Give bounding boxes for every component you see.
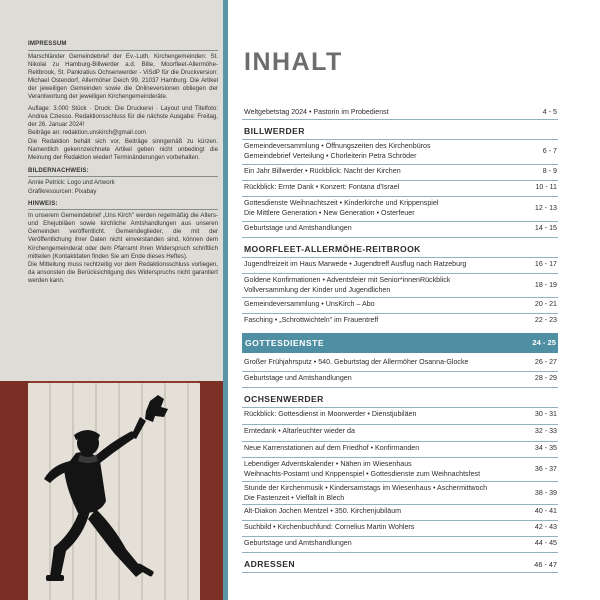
toc-row-pages: 20 - 21 [534, 300, 557, 308]
toc-row-text: Jugendfreizeit im Haus Marwede • Jugendtreff Ausflug nach Ratzeburg [244, 260, 467, 268]
hint-paragraph-2: Die Mitteilung muss rechtzeitig vor dem Redaktionsschluss vorliegen, da ansonsten die Berücksichtigung des Widerspruchs nicht garantiert werden kann. [28, 260, 218, 284]
toc-row-text: Geburtstage und Amtshandlungen [244, 224, 352, 232]
toc-row-text: Geburtstage und Amtshandlungen [244, 374, 352, 382]
toc-row[interactable] [242, 372, 558, 388]
section-heading-adressen[interactable] [242, 553, 558, 573]
toc-row[interactable] [242, 197, 558, 222]
toc-row-pages: 8 - 9 [542, 167, 557, 175]
hint-paragraph-1: In unserem Gemeindebrief „Uns Kirch" werden regelmäßig die Alters- und Ehejubiläen sowie kirchliche Amtshandlungen aus unseren Gemeinden veröffentlicht. Gemeindeglieder, die mit der Veröffentlichung ihrer Daten nicht einverstanden sind, können dem Kirchengemeinderat oder dem Pfarramt ihren Widerspruch schriftlich mitteilen (Kontaktdaten finden Sie am Ende dieses Heftes). [28, 212, 218, 260]
toc-row[interactable] [242, 106, 558, 120]
toc-row-pages: 26 - 27 [534, 358, 557, 366]
toc-row-text-2: Die Mittlere Generation • New Generation • Osterfeuer [244, 209, 415, 217]
flower-thrower-graffiti-icon [0, 381, 223, 600]
toc-row-pages: 10 - 11 [535, 183, 557, 191]
section-pages: 24 - 25 [532, 338, 556, 347]
toc-row-text: Rückblick: Gottesdienst in Moorwerder • Dienstjubiläen [244, 410, 417, 418]
toc-row[interactable] [242, 356, 558, 372]
toc-row-pages: 16 - 17 [534, 260, 557, 268]
section-title: ADRESSEN [244, 559, 295, 569]
toc-row-text: Alt-Diakon Jochen Mentzel • 350. Kirchenjubiläum [244, 507, 402, 515]
impressum-contact-email[interactable]: Beiträge an: redaktion.unskirch@gmail.com [28, 129, 146, 137]
toc-row[interactable] [242, 537, 558, 553]
toc-row-pages: 34 - 35 [534, 444, 557, 452]
toc-row-text: Gottesdienste Weihnachtszeit • Kinderkirche und Krippenspiel [244, 199, 439, 207]
section-heading-gottesdienste[interactable] [242, 333, 558, 353]
toc-row-text: Weltgebetstag 2024 • Pastorin im Probedienst [244, 108, 389, 116]
toc-row-text-2: Weihnachts-Postamt und Krippenspiel • Gottesdienste zum Weihnachtsfest [244, 470, 481, 478]
toc-row[interactable] [242, 274, 558, 298]
toc-row[interactable] [242, 458, 558, 482]
section-pages: 46 - 47 [534, 560, 557, 569]
toc-row[interactable] [242, 181, 558, 197]
toc-row-text-2: Vollversammlung der Kinder und Jugendlichen [244, 286, 391, 294]
toc-row-text: Großer Frühjahrsputz • 540. Geburtstag der Allermöher Osanna-Glocke [244, 358, 469, 366]
toc-row[interactable] [242, 442, 558, 458]
toc-row-text: Erntedank • Altarleuchter wieder da [244, 427, 355, 435]
impressum-heading: IMPRESSUM [28, 40, 218, 51]
toc-row-text: Neue Karrenstationen auf dem Friedhof • Konfirmanden [244, 444, 420, 452]
impressum-publisher-text: Marschländer Gemeindebrief der Ev.-Luth. Kirchengemeinden: St. Nikolai zu Hamburg-Billwerder a.d. Bille, Moorfleet-Allermöhe-Reitbrook, St. Pankratius Ochsenwerder - ViSdP für die Druckversion: Michael Ostendorf, Allermöher Deich 99, 21037 Hamburg. Die Artikel der jeweiligen Gemeinden sowie die Onlineversionen obliegen der Verantwortung der jeweiligen Kirchengemeinderäte. [28, 52, 218, 101]
toc-row-pages: 32 - 33 [534, 427, 557, 435]
section-heading-moorfleet[interactable] [242, 238, 558, 258]
toc-row-pages: 14 - 15 [534, 224, 557, 232]
hint-heading: HINWEIS: [28, 200, 218, 211]
left-divider-accent [223, 0, 228, 600]
toc-row[interactable] [242, 408, 558, 425]
section-title: OCHSENWERDER [244, 394, 324, 404]
toc-row-text-2: Die Fastenzeit • Vielfalt in Blech [244, 494, 345, 502]
toc-row-text: Lebendiger Adventskalender • Nähen im Wiesenhaus [244, 460, 412, 468]
toc-row[interactable] [242, 505, 558, 521]
impressum-disclaimer: Die Redaktion behält sich vor, Beiträge sinngemäß zu kürzen. Namentlich gekennzeichnete Artikel geben nicht unbedingt die Meinung der Redaktion wieder! Terminänderungen vorbehalten. [28, 137, 218, 161]
credits-heading: BILDERNACHWEIS: [28, 167, 218, 178]
section-heading-billwerder[interactable] [242, 120, 558, 140]
toc-row[interactable] [242, 222, 558, 238]
toc-row-text: Ein Jahr Billwerder • Rückblick: Nacht der Kirchen [244, 167, 401, 175]
toc-row-pages: 36 - 37 [534, 465, 557, 473]
toc-row-text: Goldene Konfirmationen • Adventsfeier mit Senior*innenRückblick [244, 276, 451, 284]
toc-row[interactable] [242, 258, 558, 274]
section-title: GOTTESDIENSTE [245, 338, 325, 348]
impressum-block [28, 40, 218, 289]
toc-row[interactable] [242, 165, 558, 181]
credits-line-graphics: Grafikresourcen: Pixabay [28, 187, 97, 195]
toc-row-pages: 40 - 41 [534, 507, 557, 515]
toc-row[interactable] [242, 140, 558, 165]
toc-row-text: Gemeindeversammlung • UnsKirch – Abo [244, 300, 375, 308]
credits-line-artwork: Annie Petrick: Logo und Artwork [28, 179, 115, 187]
toc-row[interactable] [242, 521, 558, 537]
toc-row-pages: 38 - 39 [534, 489, 557, 497]
section-title: BILLWERDER [244, 126, 305, 136]
toc-row-pages: 28 - 29 [534, 374, 557, 382]
section-title: MOORFLEET-ALLERMÖHE-REITBROOK [244, 244, 421, 254]
toc-row[interactable] [242, 425, 558, 442]
toc-row-pages: 44 - 45 [534, 539, 557, 547]
toc-row-pages: 30 - 31 [534, 410, 557, 418]
toc-row-text: Geburtstage und Amtshandlungen [244, 539, 352, 547]
page-title: INHALT [244, 48, 343, 76]
flower-thrower-graffiti-photo [0, 381, 223, 600]
toc-row-text: Stunde der Kirchenmusik • Kindersamstags im Wiesenhaus • Aschermittwoch [244, 484, 488, 492]
toc-row[interactable] [242, 298, 558, 314]
toc-row-text: Gemeindeversammlung • Öffnungszeiten des Kirchenbüros [244, 142, 431, 150]
toc-row-pages: 12 - 13 [534, 204, 557, 212]
toc-row-text: Fasching • „Schrottwichteln" im Frauentreff [244, 316, 379, 324]
toc-row-pages: 4 - 5 [542, 108, 557, 116]
impressum-print-info: Auflage: 3.000 Stück · Druck: Die Druckerei · Layout und Titelfoto: Andrea Cziesso. Redaktionsschluss für die nächste Ausgabe: Freitag, der 26. Januar 2024! [28, 105, 218, 129]
toc-row-pages: 18 - 19 [534, 281, 557, 289]
toc-row-pages: 42 - 43 [534, 523, 557, 531]
toc-row[interactable] [242, 482, 558, 505]
section-heading-ochsenwerder[interactable] [242, 388, 558, 408]
toc-row-text: Suchbild • Kirchenbuchfund: Cornelius Martin Wohlers [244, 523, 415, 531]
toc-row-text: Rückblick: Ernte Dank • Konzert: Fontana d'Israel [244, 183, 400, 191]
toc-row-text-2: Gemeindebrief Verteilung • Chorleiterin Petra Schröder [244, 152, 417, 160]
toc-row-pages: 6 - 7 [542, 147, 557, 155]
toc-row-pages: 22 - 23 [534, 316, 557, 324]
toc-row[interactable] [242, 314, 558, 330]
